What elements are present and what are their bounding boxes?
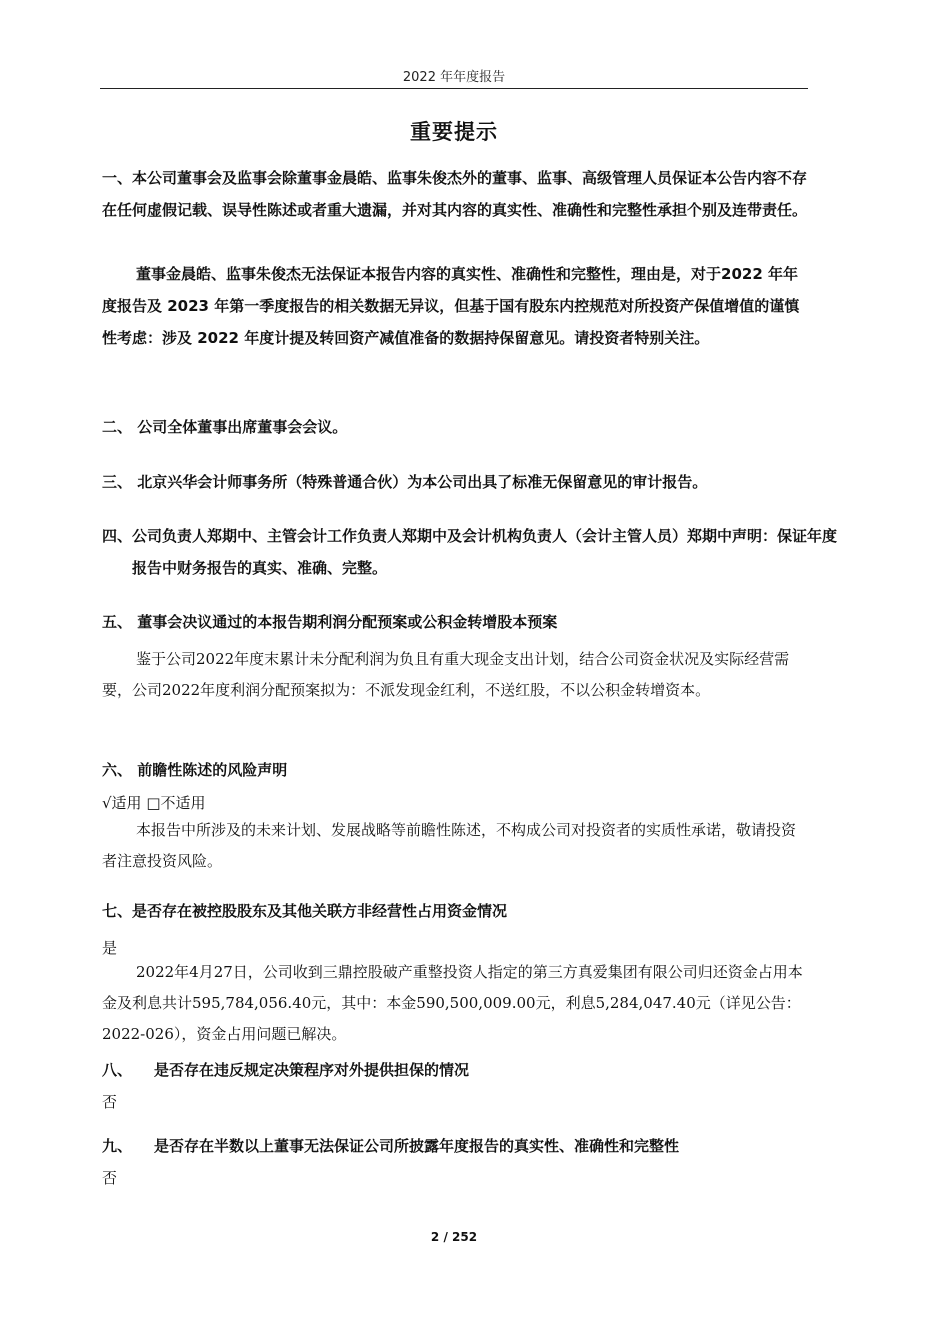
section-8-number: 八、 [102, 1061, 133, 1079]
section-1-objection: 董事金晨皓、监事朱俊杰无法保证本报告内容的真实性、准确性和完整性，理由是，对于2022 年年度报告及 2023 年第一季度报告的相关数据无异议，但基于国有股东内控规范对所投资产保值增值的谨慎性考虑：涉及 2022 年度计提及转回资产减值准备的数据持保留意见。请投资者特别关注。 [102, 265, 800, 347]
section-6-body: 本报告中所涉及的未来计划、发展战略等前瞻性陈述，不构成公司对投资者的实质性承诺，敬请投资者注意投资风险。 [102, 821, 797, 870]
section-8-heading [102, 1054, 810, 1086]
section-9-heading [102, 1130, 810, 1162]
section-7-body: 2022年4月27日，公司收到三鼎控股破产重整投资人指定的第三方真爱集团有限公司归还资金占用本金及利息共计595,784,056.40元，其中：本金590,500,009.00元，利息5,284,047.40元（详见公告：2022-026），资金占用问题已解决。 [102, 963, 803, 1043]
section-7-answer: 是 [102, 939, 118, 957]
running-header: 2022 年年度报告 [402, 70, 506, 85]
section-6-options: √适用 □不适用 [102, 794, 206, 812]
section-5-heading: 五、 董事会决议通过的本报告期利润分配预案或公积金转增股本预案 [102, 613, 558, 631]
section-8-title: 是否存在违反规定决策程序对外提供担保的情况 [154, 1061, 470, 1079]
page-title: 重要提示 [410, 120, 498, 144]
section-4: 四、公司负责人郑期中、主管会计工作负责人郑期中及会计机构负责人（会计主管人员）郑期中声明：保证年度报告中财务报告的真实、准确、完整。 [102, 527, 838, 577]
page-number: 2 / 252 [430, 1230, 478, 1244]
section-6-heading: 六、 前瞻性陈述的风险声明 [102, 761, 288, 779]
section-8-answer: 否 [102, 1093, 118, 1111]
section-2: 二、 公司全体董事出席董事会会议。 [102, 418, 348, 436]
section-9-answer: 否 [102, 1169, 118, 1187]
section-9-title: 是否存在半数以上董事无法保证公司所披露年度报告的真实性、准确性和完整性 [154, 1137, 680, 1155]
section-3: 三、 北京兴华会计师事务所（特殊普通合伙）为本公司出具了标准无保留意见的审计报告。 [102, 473, 708, 491]
section-7-heading: 七、是否存在被控股股东及其他关联方非经营性占用资金情况 [102, 902, 508, 920]
header-divider [100, 88, 808, 89]
section-5-body: 鉴于公司2022年度末累计未分配利润为负且有重大现金支出计划，结合公司资金状况及实际经营需要，公司2022年度利润分配预案拟为：不派发现金红利，不送红股，不以公积金转增资本。 [102, 650, 790, 699]
section-9-number: 九、 [102, 1137, 133, 1155]
section-1-statement: 一、本公司董事会及监事会除董事金晨皓、监事朱俊杰外的董事、监事、高级管理人员保证本公告内容不存在任何虚假记载、误导性陈述或者重大遗漏，并对其内容的真实性、准确性和完整性承担个别及连带责任。 [102, 169, 808, 219]
